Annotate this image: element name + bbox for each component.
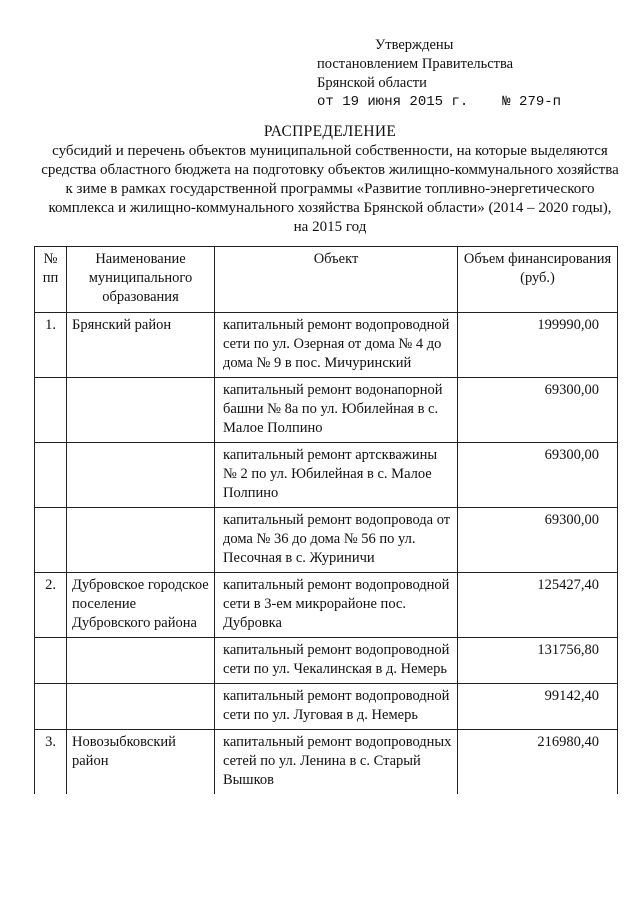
row-municipality (67, 508, 215, 573)
row-municipality: Новозыбковский район (67, 730, 215, 795)
approval-line-decree: постановлением Правительства (317, 56, 514, 72)
row-municipality (67, 443, 215, 508)
row-object: капитальный ремонт водопроводной сети в 3-ем микрорайоне пос. Дубровка (215, 573, 458, 638)
row-municipality: Брянский район (67, 313, 215, 378)
header-municipality: Наименование муниципального образования (67, 247, 215, 313)
row-num (35, 378, 67, 443)
approval-line-approved: Утверждены (375, 37, 454, 53)
row-num: 3. (35, 730, 67, 795)
header-object: Объект (215, 247, 458, 313)
row-num: 2. (35, 573, 67, 638)
row-amount: 199990,00 (458, 313, 618, 378)
table-row (35, 730, 618, 795)
row-municipality (67, 378, 215, 443)
row-municipality: Дубровское городское поселение Дубровского района (67, 573, 215, 638)
approval-block (317, 36, 617, 112)
row-object: капитальный ремонт водопроводной сети по ул. Чекалинская в д. Немерь (215, 638, 458, 684)
document-heading (40, 122, 620, 237)
header-num: № пп (35, 247, 67, 313)
row-amount: 216980,40 (458, 730, 618, 795)
approval-date-number (317, 93, 617, 112)
row-amount: 69300,00 (458, 443, 618, 508)
document-description: субсидий и перечень объектов муниципальной собственности, на которые выделяются средства областного бюджета на подготовку объектов жилищно-коммунального хозяйства к зиме в рамках государственной программы «Развитие топливно-энергетического комплекса и жилищно-коммунального хозяйства Брянской области» (2014 – 2020 годы), на 2015 год (41, 143, 619, 235)
table-row (35, 508, 618, 573)
row-municipality (67, 684, 215, 730)
distribution-table (34, 246, 618, 794)
row-num: 1. (35, 313, 67, 378)
row-num (35, 684, 67, 730)
header-amount: Объем финансирования (руб.) (458, 247, 618, 313)
table-header-row (35, 247, 618, 313)
row-amount: 69300,00 (458, 378, 618, 443)
row-num (35, 638, 67, 684)
table-row (35, 684, 618, 730)
row-object: капитальный ремонт водопроводной сети по ул. Луговая в д. Немерь (215, 684, 458, 730)
row-municipality (67, 638, 215, 684)
table-row (35, 378, 618, 443)
row-amount: 99142,40 (458, 684, 618, 730)
row-object: капитальный ремонт водопроводных сетей по ул. Ленина в с. Старый Вышков (215, 730, 458, 795)
row-amount: 69300,00 (458, 508, 618, 573)
table-row (35, 313, 618, 378)
row-object: капитальный ремонт водопровода от дома № 36 до дома № 56 по ул. Песочная в с. Журиничи (215, 508, 458, 573)
approval-number: № 279-п (502, 94, 562, 110)
approval-date: от 19 июня 2015 г. (317, 94, 469, 110)
row-amount: 131756,80 (458, 638, 618, 684)
row-object: капитальный ремонт водонапорной башни № 8а по ул. Юбилейная в с. Малое Полпино (215, 378, 458, 443)
table-row (35, 638, 618, 684)
table-row (35, 573, 618, 638)
row-object: капитальный ремонт водопроводной сети по ул. Озерная от дома № 4 до дома № 9 в пос. Мичуринский (215, 313, 458, 378)
document-title: РАСПРЕДЕЛЕНИЕ (263, 123, 397, 140)
row-num (35, 508, 67, 573)
row-num (35, 443, 67, 508)
approval-line-region: Брянской области (317, 75, 427, 91)
table-row (35, 443, 618, 508)
row-object: капитальный ремонт артскважины № 2 по ул. Юбилейная в с. Малое Полпино (215, 443, 458, 508)
row-amount: 125427,40 (458, 573, 618, 638)
